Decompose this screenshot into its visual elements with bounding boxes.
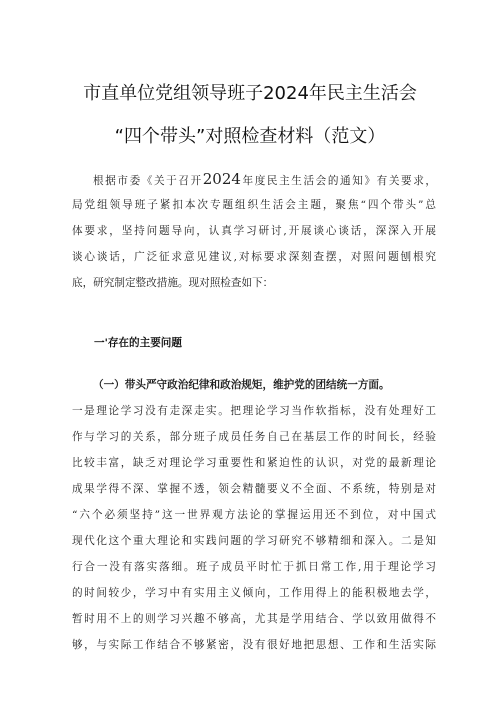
year-number: 2024 [202, 170, 241, 188]
body-paragraph [72, 372, 436, 658]
body-line: “六个必须坚持”这一世界观方法论的掌握运用还不到位，对中国式 [72, 509, 436, 521]
intro-line: 体要求，坚持问题导向，认真学习研讨,开展谈心谈话，深深入开展 [72, 225, 436, 237]
body-line: 成果学得不深、掌握不透，领会精髓要义不全面、不系统，特别是对 [72, 483, 436, 495]
document-title-line1: 市直单位党组领导班子2024年民主生活会 [83, 83, 417, 104]
body-line: 一是理论学习没有走深走实。把理论学习当作软指标，没有处理好工 [72, 405, 436, 417]
intro-line: 底，研究制定整改措施。现对照检查如下： [72, 277, 274, 289]
intro-line: 局党组领导班子紧扣本次专题组织生活会主题，聚焦“四个带头”总 [72, 199, 436, 211]
body-line: 作与学习的关系，部分班子成员任务自己在基层工作的时间长，经验 [72, 431, 436, 443]
intro-text-segment: 年度民主生活会的通知》有关要求， [240, 175, 436, 187]
section-heading: 一'存在的主要问题 [94, 337, 182, 349]
intro-line: 谈心谈话，广泛征求意见建议,对标要求深刻查摆，对照问题刨根究 [72, 251, 436, 263]
body-line: 够，与实际工作结合不够紧密，没有很好地把思想、工作和生活实际 [72, 639, 436, 651]
intro-line [72, 166, 436, 192]
document-title-line2: “四个带头”对照检查材料（范文） [114, 126, 386, 147]
body-line: 比较丰富，缺乏对理论学习重要性和紧迫性的认识，对党的最新理论 [72, 457, 436, 469]
body-line: 暂时用不上的则学习兴趣不够高，尤其是学用结合、学以致用做得不 [72, 613, 436, 625]
intro-paragraph [72, 166, 436, 296]
body-line: 现代化这个重大理论和实践问题的学习研究不够精细和深入。二是知 [72, 535, 436, 547]
body-line: 的时间较少，学习中有实用主义倾向，工作用得上的能积极地去学， [72, 587, 436, 599]
subsection-heading: （一）带头严守政治纪律和政治规矩，维护党的团结统一方面。 [93, 379, 390, 391]
body-line: 行合一没有落实落细。班子成员平时忙于抓日常工作,用于理论学习 [72, 561, 436, 573]
intro-text-segment: 根据市委《关于召开 [93, 175, 203, 187]
